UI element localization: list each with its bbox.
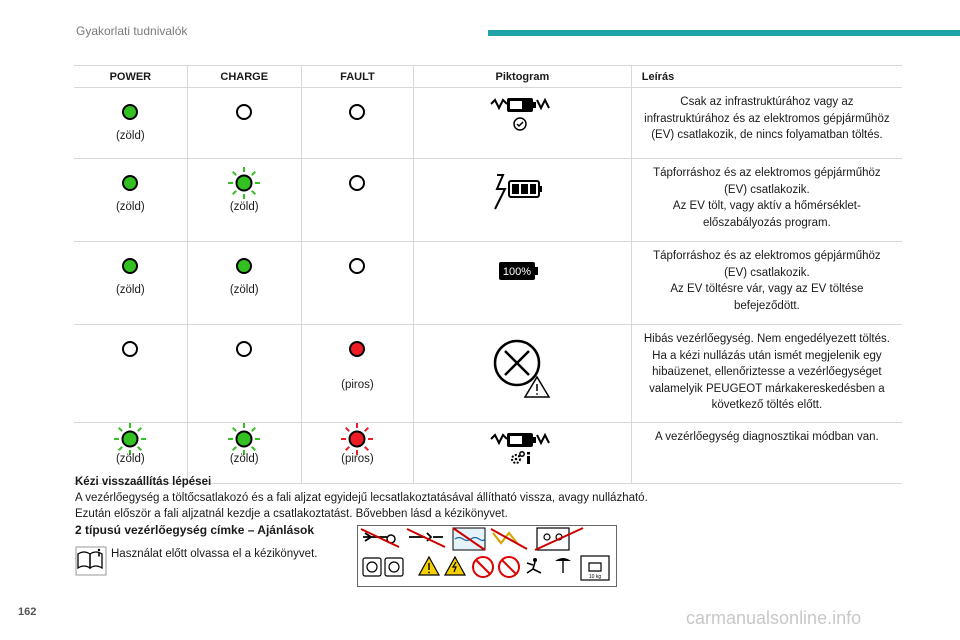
reset-notes: [75, 474, 875, 522]
fault-warning-icon: [487, 333, 557, 403]
fault-led-off: [349, 175, 365, 191]
reset-line-2: Ezután először a fali aljzatnál kezdje a csatlakoztatást. Bővebben lásd a kézikönyvet.: [75, 508, 508, 520]
reset-title: Kézi visszaállítás lépései: [75, 476, 212, 488]
section-title: Gyakorlati tudnivalók: [76, 24, 188, 38]
led-caption: (zöld): [115, 284, 145, 296]
fault-led-red: [349, 341, 365, 357]
plug-battery-check-icon: [487, 96, 557, 136]
battery-100-icon: [487, 250, 557, 290]
no-submerge-icon: [453, 528, 485, 550]
reset-line-1: A vezérlőegység a töltőcsatlakozó és a fali aljzat egyidejű lecsatlakoztatásával állítható vissza, avagy nullázható.: [75, 492, 648, 504]
control-unit-label-sticker: [357, 525, 617, 587]
led-caption: (piros): [341, 452, 374, 465]
power-led-off: [122, 341, 138, 357]
led-caption: (zöld): [115, 130, 145, 142]
charge-led-green: [236, 258, 252, 274]
read-manual-text: Használat előtt olvassa el a kézikönyvet.: [111, 548, 318, 560]
led-caption: (piros): [341, 379, 374, 391]
no-pulling-cable-icon: [499, 557, 519, 577]
led-caption: (zöld): [229, 201, 259, 213]
read-manual-row: [75, 546, 317, 576]
battery-percent-text: 100%: [503, 266, 532, 278]
col-header-fault: FAULT: [301, 66, 413, 88]
row-description: Hibás vezérlőegység. Nem engedélyezett töltés. Ha a kézi nullázás után ismét megjelenik egy hibaüzenet, ellenőriztesse a vezérlőegységet valamelyik PEUGEOT márkakereskedésben a következő töltés előtt.: [631, 325, 902, 423]
watermark: carmanualsonline.info: [686, 608, 862, 628]
charge-led-off: [236, 104, 252, 120]
power-led-green: [122, 175, 138, 191]
power-led-green: [122, 258, 138, 274]
col-header-description: Leírás: [631, 66, 902, 88]
fault-led-off: [349, 104, 365, 120]
fault-led-blinking-red: [340, 422, 374, 456]
row-description: Tápforráshoz és az elektromos gépjárműhöz (EV) csatlakozik. Az EV töltésre vár, vagy az EV töltése befejeződött.: [631, 242, 902, 325]
table-row: [74, 159, 902, 242]
row-description: Csak az infrastruktúrához vagy az infrastruktúrához és az elektromos gépjárműhöz (EV) csatlakozik, de nincs folyamatban töltés.: [631, 88, 902, 159]
row-description: Tápforráshoz és az elektromos gépjárműhöz (EV) csatlakozik. Az EV tölt, vagy aktív a hőmérséklet-előszabályozás program.: [631, 159, 902, 242]
charge-led-blinking-green: [227, 422, 261, 456]
no-disassembly-icon: [473, 557, 493, 577]
led-caption: (zöld): [115, 201, 145, 213]
table-header-row: [74, 66, 902, 88]
page-number: 162: [18, 606, 37, 618]
manual-book-icon: [75, 546, 107, 576]
led-caption: (zöld): [229, 452, 259, 465]
max-weight-text: 10 kg: [588, 574, 602, 580]
col-header-charge: CHARGE: [187, 66, 301, 88]
charge-led-blinking-green: [227, 166, 261, 200]
table-row: [74, 242, 902, 325]
label-section-title: 2 típusú vezérlőegység címke – Ajánlások: [75, 523, 314, 537]
fault-led-off: [349, 258, 365, 274]
charge-led-off: [236, 341, 252, 357]
charging-battery-icon: [487, 167, 557, 217]
power-led-green: [122, 104, 138, 120]
diagnostic-mode-icon: [487, 431, 557, 471]
header-accent-bar: [488, 30, 960, 36]
status-table: [74, 65, 902, 484]
led-caption: (zöld): [115, 452, 145, 465]
col-header-pictogram: Piktogram: [414, 66, 632, 88]
power-led-blinking-green: [113, 422, 147, 456]
led-caption: (zöld): [229, 284, 259, 296]
table-row: [74, 325, 902, 423]
table-row: [74, 88, 902, 159]
col-header-power: POWER: [74, 66, 187, 88]
row-description: A vezérlőegység diagnosztikai módban van.: [631, 422, 902, 483]
